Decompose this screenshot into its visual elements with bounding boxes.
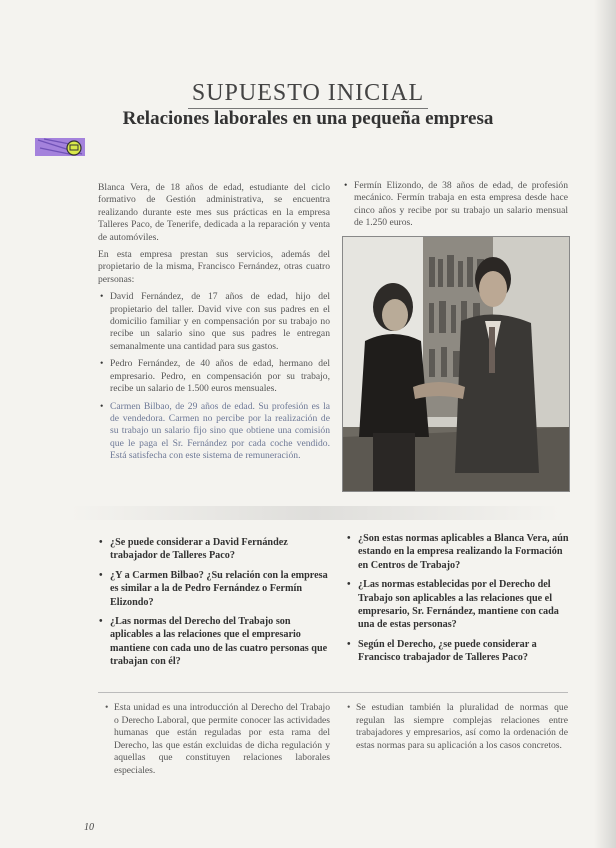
unit-intro-text: • Se estudian también la pluralidad de normas que regulan las siempre complejas relaciones entre trabajadores y empresarios, así como la ordenación de estas normas para su aplicación a los casos concretos. <box>356 702 568 752</box>
page-number: 10 <box>84 822 94 833</box>
persons-list-right <box>342 180 568 230</box>
persons-list <box>98 291 330 462</box>
question-item: • ¿Las normas del Derecho del Trabajo son aplicables a las relaciones que el empresario mantiene con cada uno de las cuatro personas que trabajan con él? <box>110 615 330 669</box>
scan-smudge <box>70 506 560 520</box>
person-fermin: • Fermín Elizondo, de 38 años de edad, de profesión mecánico. Fermín trabaja en esta empresa desde hace cinco años y recibe por su trabajo un salario mensual de 1.250 euros. <box>354 180 568 230</box>
page-title <box>0 80 616 109</box>
question-item: • ¿Se puede considerar a David Fernández trabajador de Talleres Paco? <box>110 536 330 563</box>
intro-paragraph-2: En esta empresa prestan sus servicios, además del propietario de la misma, Francisco Fernández, otras cuatro personas: <box>98 249 330 285</box>
intro-paragraph-1: Blanca Vera, de 18 años de edad, estudiante del ciclo formativo de Gestión administrativa, se encuentra realizando durante este mes sus prácticas en la empresa Talleres Paco, de Tenerife, dedicada a la reparación y venta de automóviles. <box>98 182 330 243</box>
unit-intro-left <box>104 702 330 778</box>
questions-right <box>346 532 572 671</box>
person-pedro: • Pedro Fernández, de 40 años de edad, hermano del empresario. Pedro, en compensación por su trabajo, recibe un salario de 1.500 euros mensuales. <box>110 358 330 395</box>
person-carmen: • Carmen Bilbao, de 29 años de edad. Su profesión es la de vendedora. Carmen no percibe por la realización de su trabajo un salario fijo sino que obtiene una comisión que le paga el Sr. Fernández por cada coche vendido. Está satisfecha con este sistema de remuneración. <box>110 401 330 463</box>
intro-right-column <box>342 180 568 235</box>
handshake-photo <box>342 236 570 492</box>
title-text: SUPUESTO INICIAL <box>191 80 425 106</box>
questions-left <box>98 536 330 675</box>
unit-intro-text: • Esta unidad es una introducción al Derecho del Trabajo o Derecho Laboral, que permite conocer las actividades humanas que están reguladas por esta rama del Derecho, las que están excluidas de dicha regulación y aquellas que constituyen relaciones laborales especiales. <box>114 702 330 778</box>
page-subtitle: Relaciones laborales en una pequeña empresa <box>122 108 494 129</box>
question-item: • ¿Son estas normas aplicables a Blanca Vera, aún estando en la empresa realizando la Formación en Centros de Trabajo? <box>358 532 572 572</box>
section-divider <box>98 692 568 693</box>
person-david: • David Fernández, de 17 años de edad, hijo del propietario del taller. David vive con sus padres en el domicilio familiar y en compensación por su trabajo no recibe un salario sino que sus padres le entregan semanalmente una cantidad para sus gastos. <box>110 291 330 353</box>
question-item: • Según el Derecho, ¿se puede considerar a Francisco trabajador de Talleres Paco? <box>358 638 572 665</box>
intro-left-column <box>98 182 330 468</box>
highlighter-icon <box>34 134 92 160</box>
unit-intro-right <box>346 702 568 752</box>
question-item: • ¿Las normas establecidas por el Derecho del Trabajo son aplicables a las relaciones que el empresario, Sr. Fernández, mantiene con cada una de estas personas? <box>358 578 572 632</box>
question-item: • ¿Y a Carmen Bilbao? ¿Su relación con la empresa es similar a la de Pedro Fernández o Fermín Elizondo? <box>110 569 330 609</box>
